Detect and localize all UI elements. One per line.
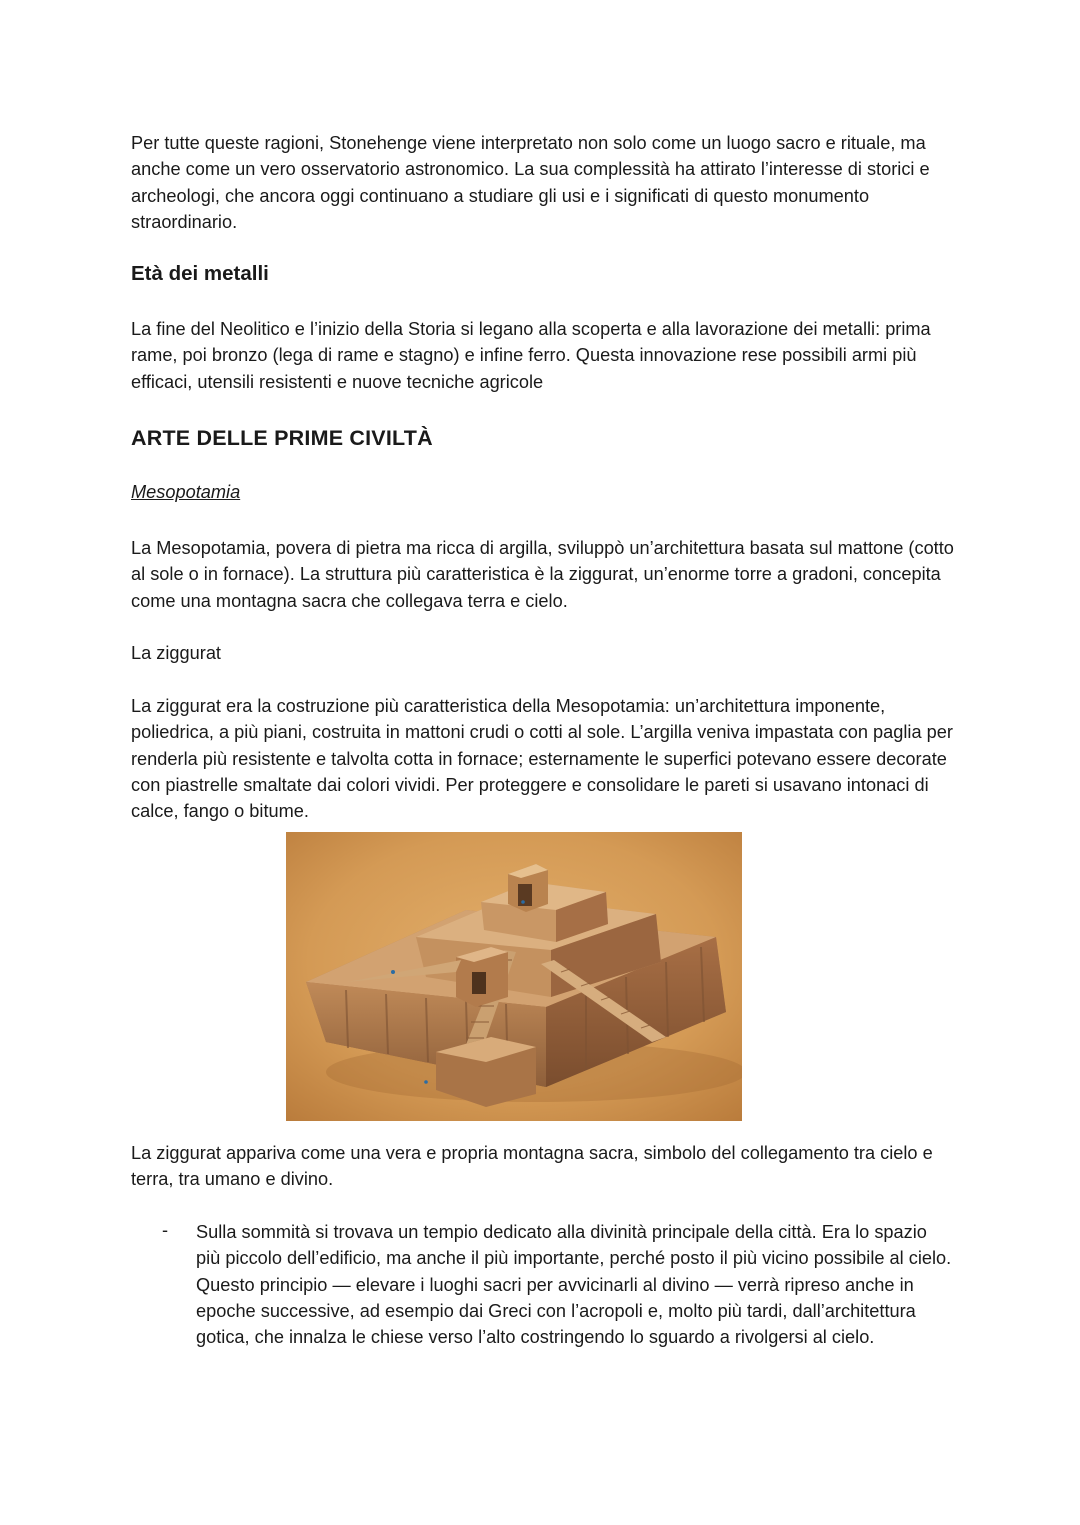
mesopotamia-subheading: Mesopotamia xyxy=(131,482,241,502)
art-heading: ARTE DELLE PRIME CIVILTÀ xyxy=(131,426,433,450)
metals-heading: Età dei metalli xyxy=(131,262,269,285)
bullet-marker: - xyxy=(162,1220,169,1240)
ziggurat-title: La ziggurat xyxy=(131,643,221,663)
metals-paragraph: La fine del Neolitico e l’inizio della Storia si legano alla scoperta e alla lavorazione dei metalli: prima rame, poi bronzo (lega di rame e stagno) e infine ferro. Questa innovazione rese possibili armi più efficaci, utensili resistenti e nuove tecniche agricole xyxy=(131,319,931,392)
bullet-item: Sulla sommità si trovava un tempio dedicato alla divinità principale della città. Era lo spazio più piccolo dell’edificio, ma anche il più importante, perché posto il più vicino possibile al cielo. Questo principio — elevare i luoghi sacri per avvicinarli al divino — verrà ripreso anche in epoche successive, ad esempio dai Greci con l’acropoli e, molto più tardi, dall’architettura gotica, che innalza le chiese verso l’alto costringendo lo sguardo a rivolgersi al cielo. xyxy=(196,1222,952,1348)
sacred-mountain-paragraph: La ziggurat appariva come una vera e propria montagna sacra, simbolo del collegamento tra cielo e terra, tra umano e divino. xyxy=(131,1143,933,1190)
ziggurat-illustration xyxy=(286,832,742,1121)
mesopotamia-paragraph: La Mesopotamia, povera di pietra ma ricca di argilla, sviluppò un’architettura basata sul mattone (cotto al sole o in fornace). La struttura più caratteristica è la ziggurat, un’enorme torre a gradoni, concepita come una montagna sacra che collegava terra e cielo. xyxy=(131,538,954,611)
ziggurat-paragraph: La ziggurat era la costruzione più caratteristica della Mesopotamia: un’architettura imponente, poliedrica, a più piani, costruita in mattoni crudi o cotti al sole. L’argilla veniva impastata con paglia per renderla più resistente e talvolta cotta in fornace; esternamente le superfici potevano essere decorate con piastrelle smaltate dai colori vividi. Per proteggere e consolidare le pareti si usavano intonaci di calce, fango o bitume. xyxy=(131,696,953,822)
intro-paragraph: Per tutte queste ragioni, Stonehenge viene interpretato non solo come un luogo sacro e rituale, ma anche come un vero osservatorio astronomico. La sua complessità ha attirato l’interesse di storici e archeologi, che ancora oggi continuano a studiare gli usi e i significati di questo monumento straordinario. xyxy=(131,133,930,232)
